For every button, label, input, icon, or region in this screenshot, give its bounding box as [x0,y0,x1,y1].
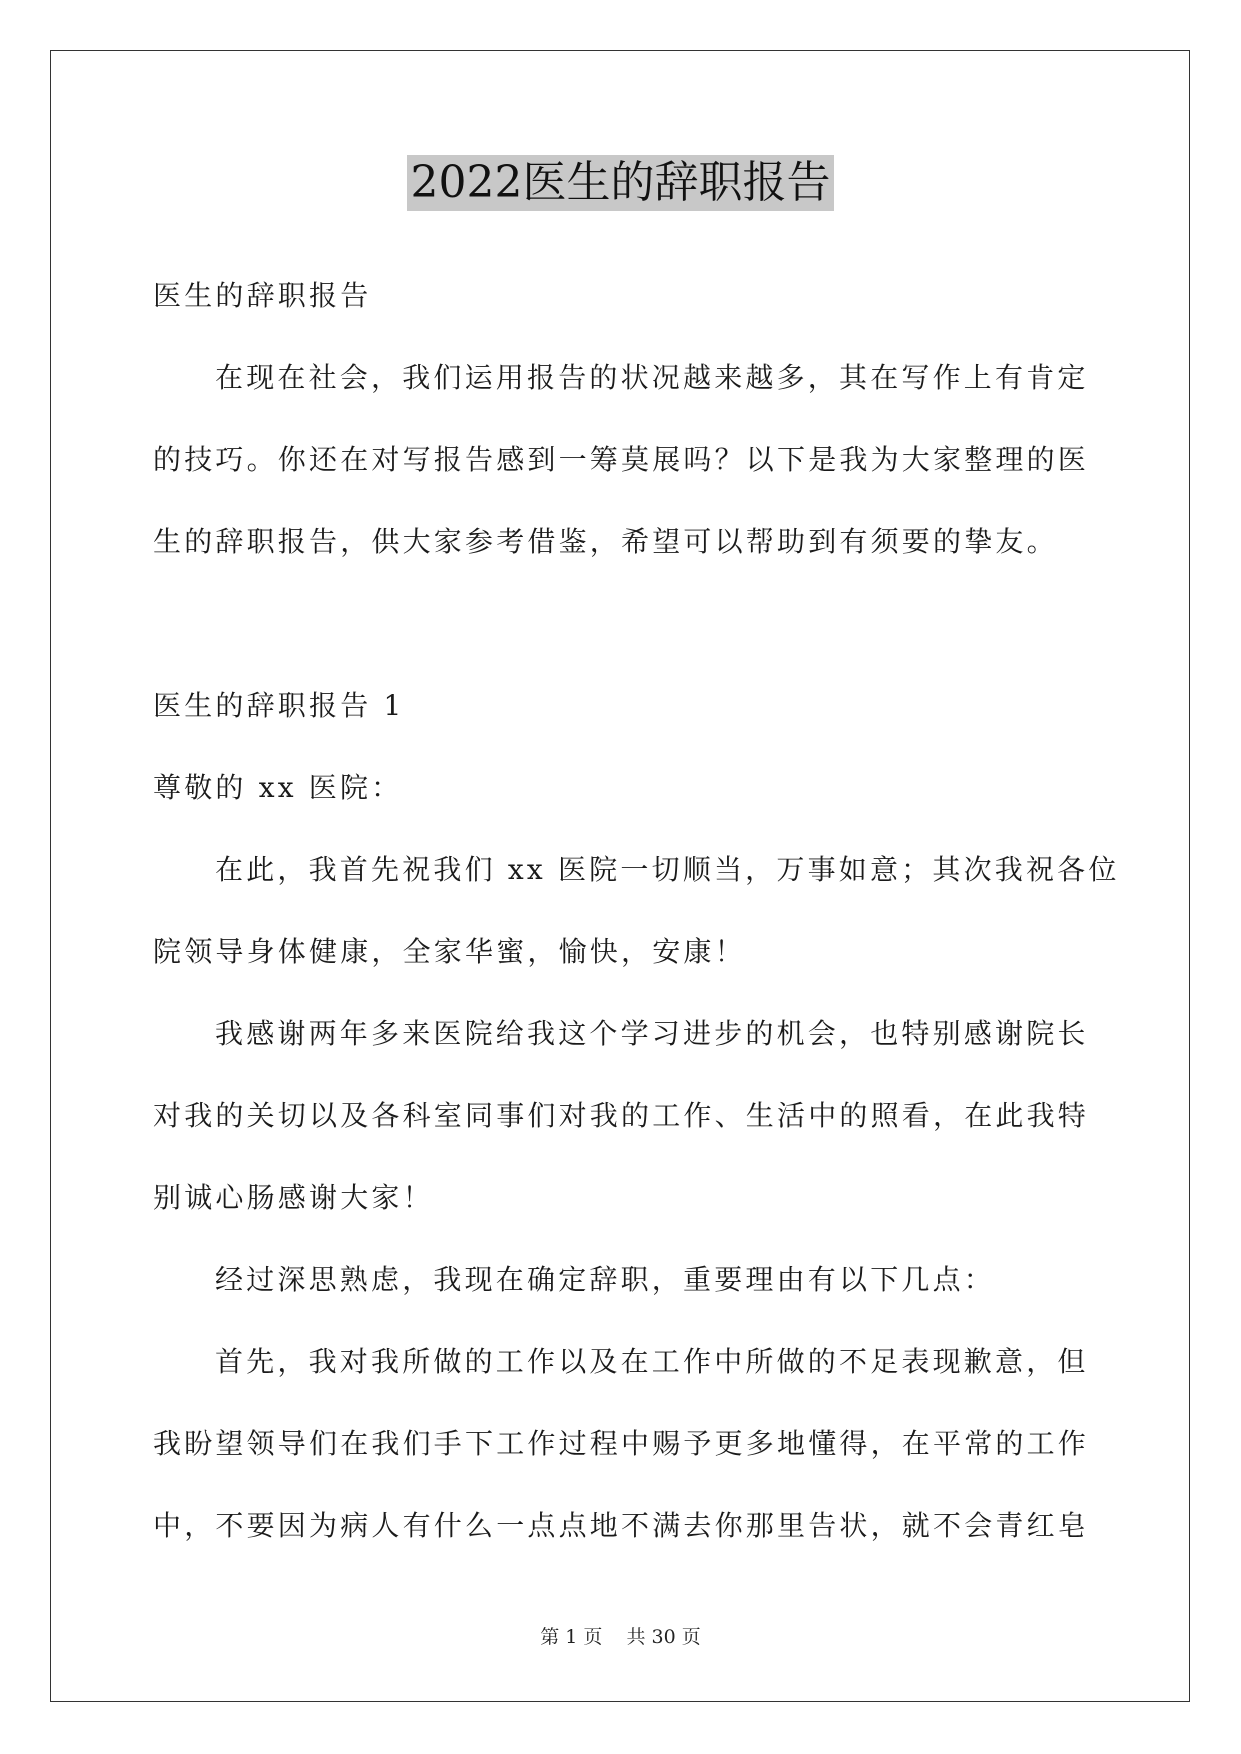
paragraph-line: 经过深思熟虑，我现在确定辞职，重要理由有以下几点： [215,1263,996,1296]
page-number: 第 1 页 [540,1626,603,1648]
paragraph-line: 的技巧。你还在对写报告感到一筹莫展吗？以下是我为大家整理的医 [153,443,1090,476]
paragraph-line: 我盼望领导们在我们手下工作过程中赐予更多地懂得，在平常的工作 [153,1427,1090,1460]
paragraph-line: 院领导身体健康，全家华蜜，愉快，安康！ [153,935,746,968]
paragraph-line: 中，不要因为病人有什么一点点地不满去你那里告状，就不会青红皂 [153,1509,1090,1542]
blank-gap [153,583,1093,665]
paragraph-line: 首先，我对我所做的工作以及在工作中所做的不足表现歉意，但 [215,1345,1089,1378]
salutation-line: 尊敬的 xx 医院： [153,771,403,804]
paragraph-line: 在现在社会，我们运用报告的状况越来越多，其在写作上有肯定 [215,361,1089,394]
paragraph-line: 生的辞职报告，供大家参考借鉴，希望可以帮助到有须要的挚友。 [153,525,1058,558]
title-container [0,155,1241,211]
document-body [153,255,1120,1567]
subtitle-line: 医生的辞职报告 [153,279,372,312]
page-footer [0,1622,1241,1649]
document-title: 2022医生的辞职报告 [407,155,835,211]
paragraph-line: 别诚心肠感谢大家！ [153,1181,434,1214]
paragraph-line: 在此，我首先祝我们 xx 医院一切顺当，万事如意；其次我祝各位 [215,853,1120,886]
paragraph-line: 对我的关切以及各科室同事们对我的工作、生活中的照看，在此我特 [153,1099,1090,1132]
paragraph-line: 我感谢两年多来医院给我这个学习进步的机会，也特别感谢院长 [215,1017,1089,1050]
page-total: 共 30 页 [626,1626,701,1648]
section-heading: 医生的辞职报告 1 [153,689,405,722]
